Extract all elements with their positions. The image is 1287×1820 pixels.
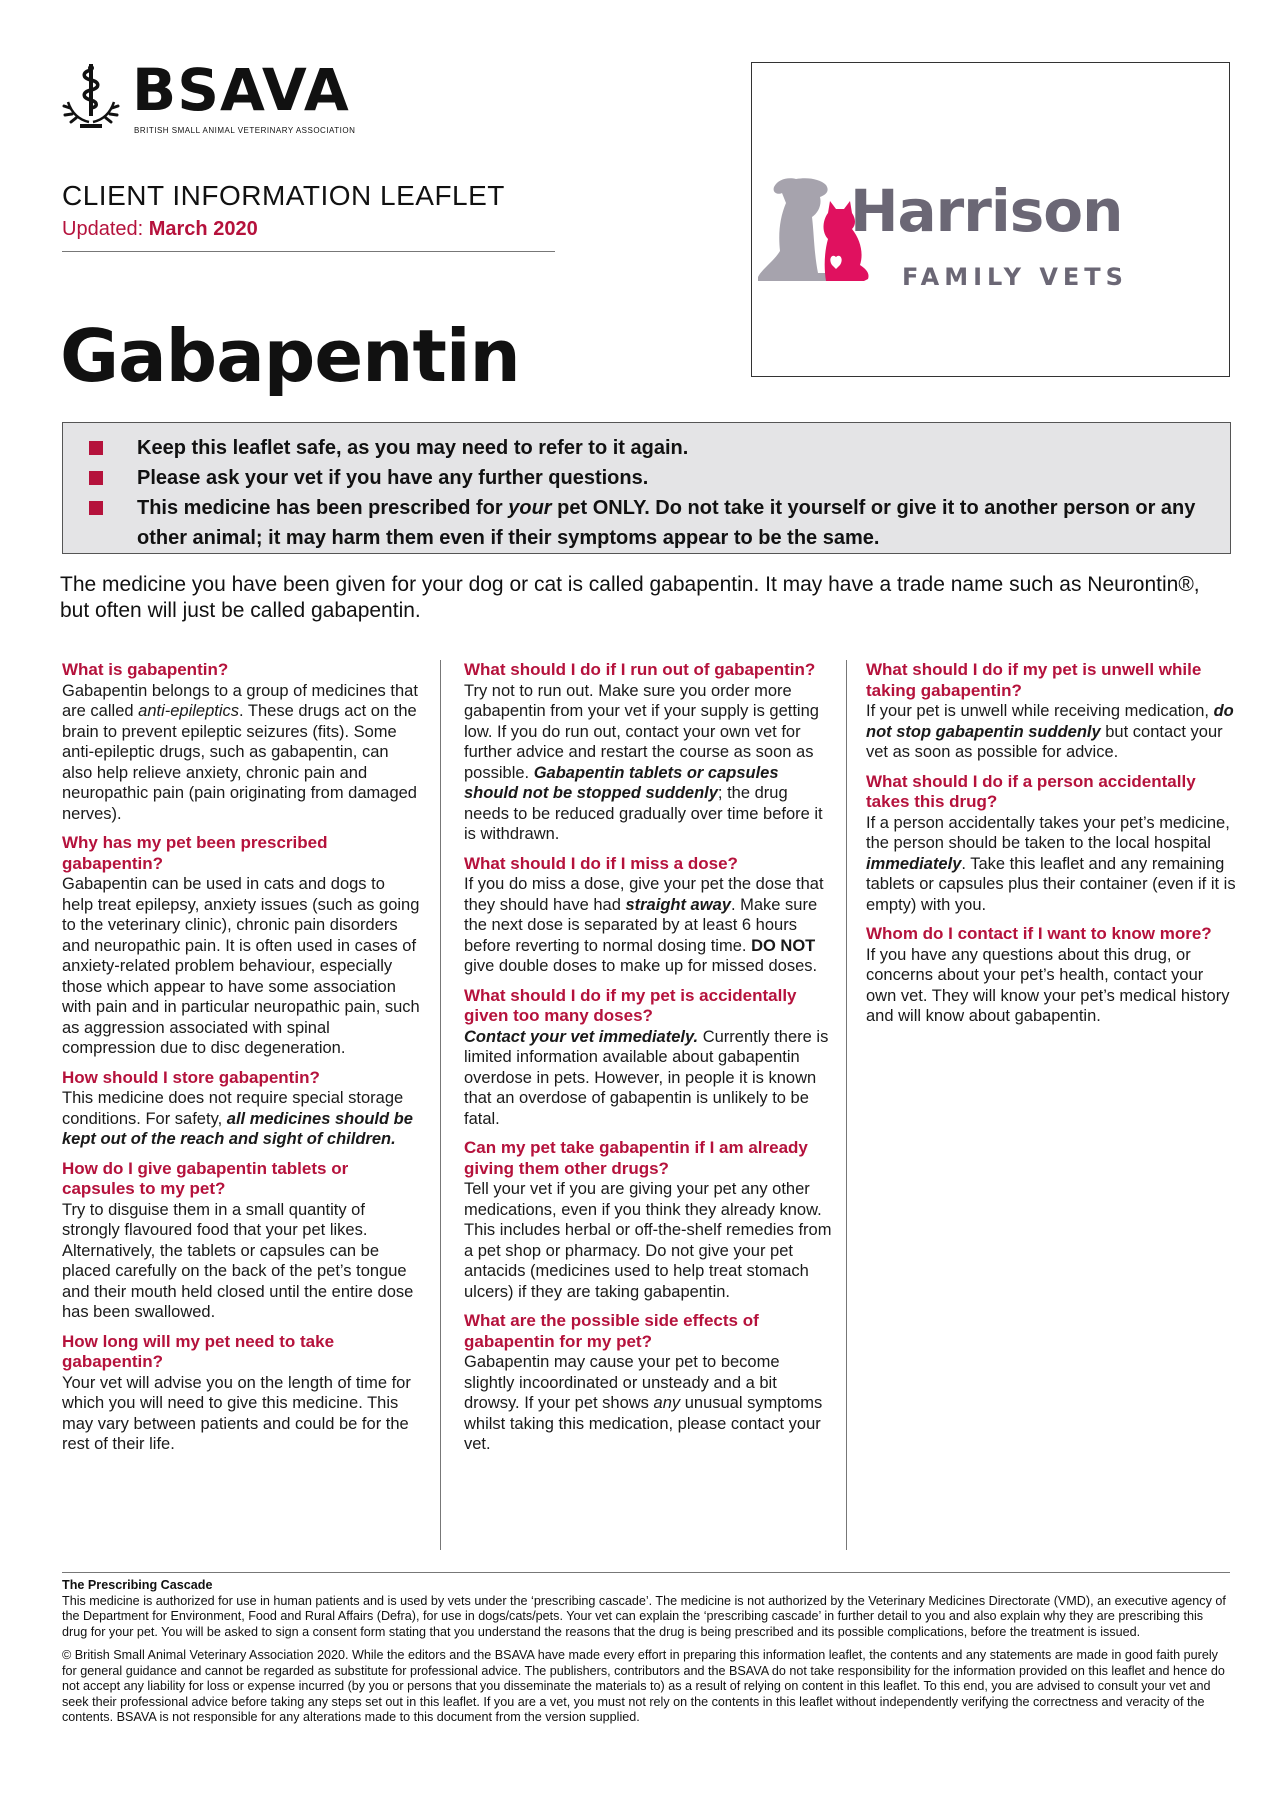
- section-heading: How do I give gabapentin tablets or capsules to my pet?: [62, 1158, 349, 1198]
- notice-text: [137, 497, 1195, 549]
- section-body: [464, 1352, 832, 1455]
- text-run-bold: DO NOT: [751, 936, 816, 955]
- text-run: Gabapentin may cause your pet to become slightly incoordinated or unsteady and a bit drowsy. If your pet shows: [464, 1353, 780, 1412]
- clinic-tagline: FAMILY VETS: [902, 263, 1128, 291]
- bullet-square-icon: [89, 471, 103, 485]
- section-other-drugs: [464, 1138, 832, 1302]
- section-body: Try to disguise them in a small quantity of strongly flavoured food that your pet likes. Alternatively, the tablets or capsules can be placed carefully on the back of the pet’s tongue and their mouth held closed until the entire dose has been swallowed.: [62, 1200, 414, 1321]
- intro-paragraph: The medicine you have been given for your dog or cat is called gabapentin. It may have a trade name such as Neurontin®, but often will just be called gabapentin.: [60, 573, 1200, 622]
- section-heading: What should I do if I miss a dose?: [464, 853, 738, 873]
- section-store: [62, 1068, 420, 1150]
- leaflet-type: CLIENT INFORMATION LEAFLET: [62, 180, 505, 211]
- text-run: If you do miss a dose, give your pet the dose that they should have had: [464, 875, 824, 914]
- section-miss-dose: [464, 854, 832, 977]
- section-heading: Can my pet take gabapentin if I am already giving them other drugs?: [464, 1138, 808, 1178]
- rod-of-asclepius-icon: [60, 62, 122, 134]
- section-contact: [866, 924, 1236, 1027]
- footer: [62, 1578, 1230, 1734]
- text-run-bold-italic: all medicines should be kept out of the reach and sight of children.: [62, 1109, 413, 1148]
- clinic-logo-box: [751, 62, 1230, 377]
- updated-label: Updated:: [62, 218, 144, 240]
- section-person-takes: [866, 772, 1236, 916]
- text-run: This medicine does not require special storage conditions. For safety,: [62, 1089, 404, 1128]
- section-heading: What should I do if I run out of gabapentin?: [464, 660, 816, 679]
- section-heading: What should I do if a person accidentally takes this drug?: [866, 771, 1196, 811]
- section-heading: What are the possible side effects of gabapentin for my pet?: [464, 1311, 759, 1351]
- section-heading: Whom do I contact if I want to know more?: [866, 924, 1212, 943]
- text-run-bold-italic: Contact your vet immediately.: [464, 1027, 699, 1046]
- notice-text: Please ask your vet if you have any further questions.: [137, 467, 649, 489]
- bsava-wordmark: BSAVA: [132, 56, 350, 124]
- text-run: give double doses to make up for missed doses.: [464, 957, 818, 975]
- notice-item: [89, 433, 1214, 463]
- footer-divider: [62, 1572, 1230, 1573]
- notice-emphasis: your: [508, 497, 552, 519]
- page-title: Gabapentin: [60, 314, 520, 398]
- clinic-name: Harrison: [850, 177, 1123, 245]
- section-body: [464, 874, 832, 977]
- notice-item: [89, 493, 1214, 553]
- header-divider: [62, 251, 555, 252]
- section-heading: How long will my pet need to take gabapentin?: [62, 1331, 335, 1371]
- bullet-square-icon: [89, 501, 103, 515]
- text-run: Gabapentin belongs to a group of medicines that are called: [62, 681, 418, 720]
- column-divider: [846, 660, 847, 1550]
- text-run: unusual symptoms whilst taking this medication, please contact your vet.: [464, 1394, 823, 1453]
- section-heading: How should I store gabapentin?: [62, 1067, 320, 1087]
- section-heading: What should I do if my pet is unwell while taking gabapentin?: [866, 660, 1202, 700]
- section-body: [866, 813, 1236, 916]
- section-what-is: [62, 660, 420, 824]
- notice-text: Keep this leaflet safe, as you may need to refer to it again.: [137, 437, 689, 459]
- bullet-square-icon: [89, 441, 103, 455]
- section-body: Gabapentin can be used in cats and dogs to help treat epilepsy, anxiety issues (such as going to the veterinary clinic), chronic pain disorders and neuropathic pain. It is often used in cases of anxiety-related problem behaviour, especially those which appear to have some association with pain and in particular neuropathic pain, such as aggression associated with spinal compression due to disc degeneration.: [62, 875, 420, 1057]
- section-body: If you have any questions about this drug, or concerns about your pet’s health, contact your own vet. They will know your pet’s medical history and will know about gabapentin.: [866, 945, 1230, 1025]
- section-body: [866, 701, 1236, 763]
- text-run: Currently there is limited information available about gabapentin overdose in pets. However, in people it is known that an overdose of gabapentin is unlikely to be fatal.: [464, 1027, 829, 1128]
- section-heading: What should I do if my pet is accidentally given too many doses?: [464, 985, 797, 1025]
- section-body: [464, 1027, 832, 1130]
- bsava-full-name: BRITISH SMALL ANIMAL VETERINARY ASSOCIATION: [134, 126, 356, 135]
- section-body: [62, 1088, 420, 1150]
- text-run: but contact your vet as soon as possible for advice.: [866, 722, 1223, 761]
- section-heading: What is gabapentin?: [62, 660, 229, 679]
- text-run: Try not to run out. Make sure you order more gabapentin from your vet if your supply is getting low. If you do run out, contact your own vet for further advice and restart the course as soon as possible.: [464, 681, 819, 782]
- cascade-body: This medicine is authorized for use in human patients and is used by vets under the ‘prescribing cascade’. The medicine is not authorized by the Veterinary Medicines Directorate (VMD), an executive agency of the Department for Environment, Food and Rural Affairs (Defra), for use in dogs/cats/pets. Your vet can explain the ‘prescribing cascade’ in further detail to you and also explain why they are prescribing this drug for your pet. You will be asked to sign a consent form stating that you understand the reasons that the drug is being prescribed and its possible complications, before the treatment is issued.: [62, 1593, 1226, 1639]
- text-run: ; the drug needs to be reduced gradually over time before it is withdrawn.: [464, 784, 823, 843]
- updated-value: March 2020: [148, 218, 258, 240]
- column-2: [464, 660, 832, 1464]
- notice-item: [89, 463, 1214, 493]
- section-give: [62, 1159, 420, 1323]
- updated-date: [62, 218, 258, 241]
- column-divider: [440, 660, 441, 1550]
- section-run-out: [464, 660, 832, 845]
- section-body: [464, 681, 832, 845]
- section-unwell: [866, 660, 1236, 763]
- cascade-heading: The Prescribing Cascade: [62, 1578, 213, 1592]
- column-3: [866, 660, 1236, 1036]
- text-run-bold-italic: Gabapentin tablets or capsules should not be stopped suddenly: [464, 763, 779, 802]
- notice-text-part: This medicine has been prescribed for: [137, 497, 509, 519]
- column-1: [62, 660, 420, 1464]
- copyright-notice: © British Small Animal Veterinary Association 2020. While the editors and the BSAVA have made every effort in preparing this information leaflet, the contents and any statements are made in good faith purely for general guidance and cannot be regarded as substitute for professional advice. The publishers, contributors and the BSAVA do not take responsibility for the information provided on this leaflet and hence do not accept any liability for loss or expense incurred (by you or persons that you disseminate the materials to) as a result of relying on content in this leaflet. To this end, you are advised to consult your vet and seek their professional advice before taking any steps set out in this leaflet. If you are a vet, you must not rely on the contents in this leaflet without independently verifying the correctness and veracity of the contents. BSAVA is not responsible for any alterations made to this document from the version supplied.: [62, 1648, 1225, 1724]
- text-run-bold-italic: immediately: [866, 854, 962, 873]
- text-run-italic: anti-epileptics: [138, 702, 240, 720]
- text-run-bold-italic: do not stop gabapentin suddenly: [866, 702, 1234, 741]
- text-run-italic: any: [653, 1394, 681, 1412]
- text-run: If your pet is unwell while receiving medication,: [866, 702, 1214, 720]
- text-run: If a person accidentally takes your pet’s medicine, the person should be taken to the local hospital: [866, 813, 1230, 852]
- section-body: Your vet will advise you on the length of time for which you will need to give this medicine. This may vary between patients and could be for the rest of their life.: [62, 1373, 411, 1453]
- notice-text-part: pet ONLY. Do not take it yourself or give it to another person or any other animal; it may harm them even if their symptoms appear to be the same.: [137, 497, 1196, 549]
- text-run: . Take this leaflet and any remaining tablets or capsules plus their container (even if it is empty) with you.: [866, 854, 1236, 914]
- bsava-logo: [60, 56, 390, 140]
- section-why-prescribed: [62, 833, 420, 1059]
- text-run-bold-italic: straight away: [625, 895, 731, 914]
- section-heading: Why has my pet been prescribed gabapentin?: [62, 833, 328, 873]
- section-body: Tell your vet if you are giving your pet any other medications, even if you think they already know. This includes herbal or off-the-shelf remedies from a pet shop or pharmacy. Do not give your pet antacids (medicines used to help treat stomach ulcers) if they are taking gabapentin.: [464, 1180, 832, 1301]
- section-side-effects: [464, 1311, 832, 1455]
- section-too-many: [464, 986, 832, 1130]
- important-notice-box: [62, 422, 1231, 554]
- text-run: . Make sure the next dose is separated by at least 6 hours before reverting to normal dosing time.: [464, 895, 818, 955]
- section-how-long: [62, 1332, 420, 1455]
- section-body: [62, 681, 420, 825]
- text-run: . These drugs act on the brain to prevent epileptic seizures (fits). Some anti-epileptic drugs, such as gabapentin, can also help relieve anxiety, chronic pain and neuropathic pain (pain originating from damaged nerves).: [62, 702, 417, 823]
